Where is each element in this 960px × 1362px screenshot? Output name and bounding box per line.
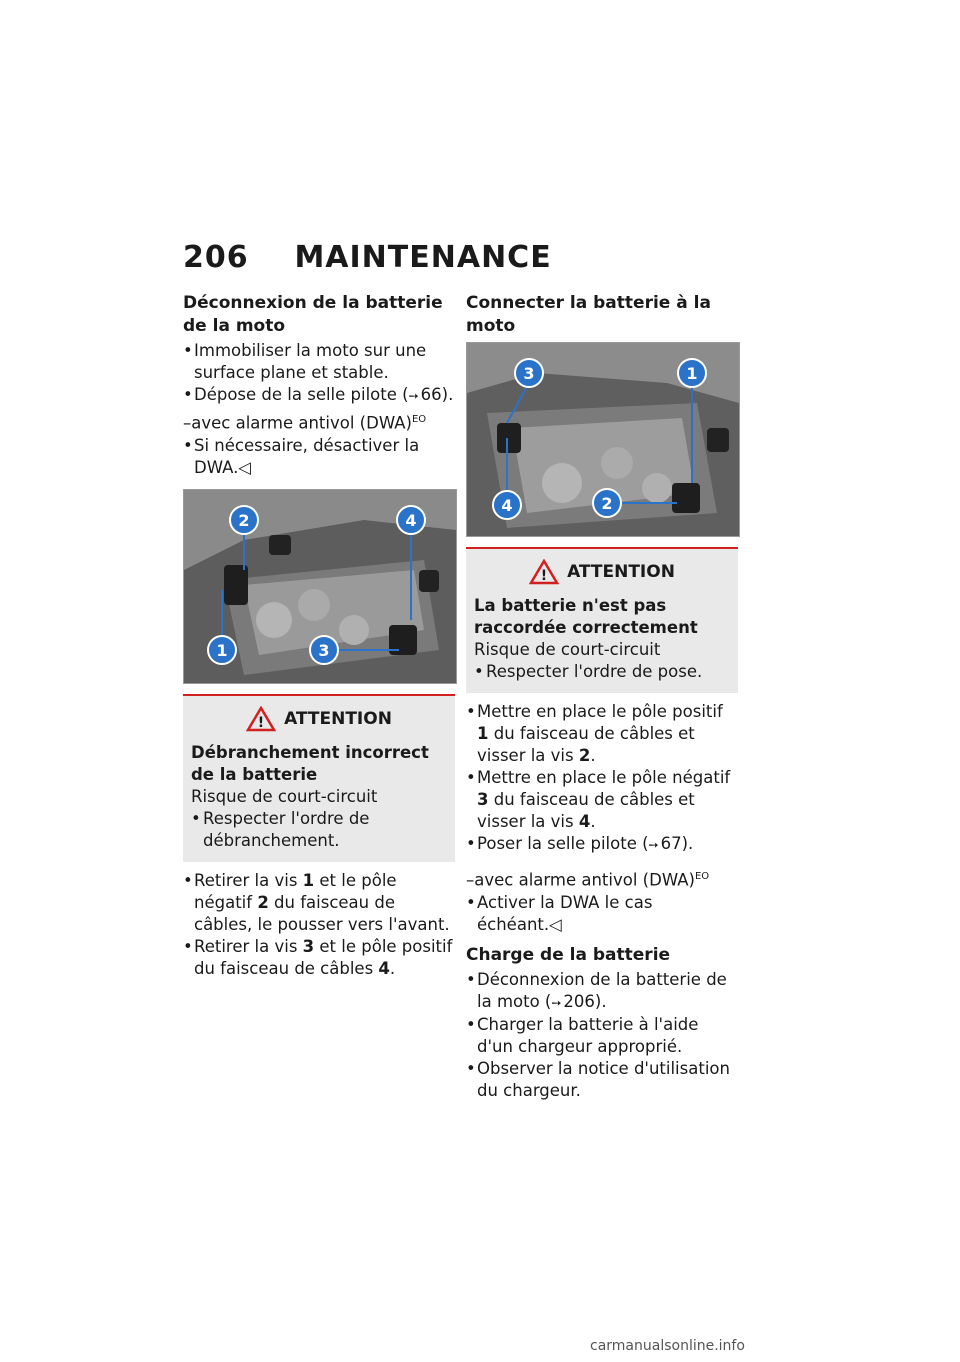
list-item: • Charger la batterie à l'aide d'un chargeur approprié. <box>466 1014 738 1058</box>
watermark: carmanualsonline.info <box>590 1338 745 1354</box>
warning-triangle-icon <box>529 559 559 585</box>
list-item: • Mettre en place le pôle positif 1 du faisceau de câbles et visser la vis 2. <box>466 701 738 767</box>
warning-item: • Respecter l'ordre de pose. <box>474 661 730 683</box>
list-item: • Retirer la vis 3 et le pôle positif du faisceau de câbles 4. <box>183 936 455 980</box>
list-item: • Poser la selle pilote (➙ 67). <box>466 833 738 856</box>
warning-title: ATTENTION <box>567 562 675 582</box>
callout-label: 3 <box>318 640 330 660</box>
battery-photo-disconnect <box>183 489 457 684</box>
warning-triangle-icon <box>246 706 276 732</box>
warning-text: Risque de court-circuit <box>474 640 661 659</box>
list-item: • Si nécessaire, désactiver la DWA.◁ <box>183 435 455 479</box>
warning-title: ATTENTION <box>284 708 392 729</box>
svg-text:!: ! <box>540 568 548 584</box>
warning-box <box>466 547 738 693</box>
page-number: 206 <box>183 240 249 275</box>
list-item: • Déconnexion de la batterie de la moto (➙ 206). <box>466 969 738 1014</box>
left-column <box>183 292 455 980</box>
battery-photo-connect <box>466 342 740 537</box>
condition-line: –avec alarme antivol (DWA)$^{EO}$ <box>466 870 710 890</box>
condition-line: –avec alarme antivol (DWA)$^{EO}$ <box>183 413 427 433</box>
list-item: • Mettre en place le pôle négatif 3 du faisceau de câbles et visser la vis 4. <box>466 767 738 833</box>
page-header <box>183 240 552 275</box>
page-ref[interactable]: 67). <box>660 834 694 853</box>
callout-label: 4 <box>501 496 513 515</box>
heading-charge: Charge de la batterie <box>466 944 671 965</box>
callout-label: 1 <box>686 364 698 383</box>
page-ref-arrow-icon[interactable]: ➙ <box>408 389 419 403</box>
list-item: • Immobiliser la moto sur une surface plane et stable. <box>183 340 455 384</box>
list-item: • Retirer la vis 1 et le pôle négatif 2 du faisceau de câbles, le pousser vers l'avant. <box>183 870 455 936</box>
page-ref[interactable]: 206). <box>563 991 607 1011</box>
list-item: • Activer la DWA le cas échéant.◁ <box>466 892 738 936</box>
page-ref[interactable]: 66). <box>420 385 454 404</box>
warning-item: • Respecter l'ordre de débranchement. <box>191 808 447 852</box>
heading-disconnect: Déconnexion de la batterie de la moto <box>183 293 443 336</box>
page-ref-arrow-icon[interactable]: ➙ <box>648 838 659 852</box>
page-ref-arrow-icon[interactable]: ➙ <box>551 995 562 1010</box>
callout-label: 3 <box>523 364 535 383</box>
callout-label: 2 <box>601 494 613 513</box>
list-item: • Dépose de la selle pilote (➙ 66). <box>183 384 455 407</box>
heading-connect: Connecter la batterie à la moto <box>466 293 711 336</box>
callout-label: 2 <box>238 510 250 530</box>
warning-subtitle: Débranchement incorrect de la batterie <box>191 742 429 784</box>
callout-label: 1 <box>216 640 228 660</box>
section-title: MAINTENANCE <box>294 240 552 275</box>
warning-subtitle: La batterie n'est pas raccordée correctement <box>474 596 698 637</box>
warning-text: Risque de court-circuit <box>191 786 378 806</box>
svg-text:!: ! <box>257 714 265 731</box>
warning-box <box>183 694 455 862</box>
list-item: • Observer la notice d'utilisation du chargeur. <box>466 1058 738 1102</box>
right-column <box>466 292 738 1102</box>
callout-label: 4 <box>405 510 417 530</box>
